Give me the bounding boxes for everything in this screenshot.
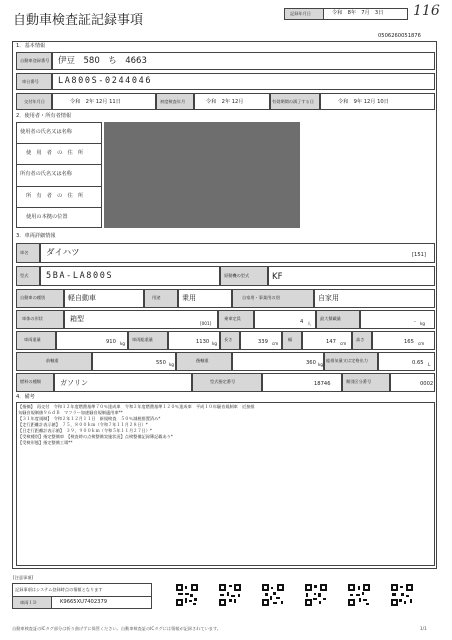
section4-title: 4．備考 [16, 394, 35, 400]
maker-code: [151] [412, 252, 426, 258]
owner-row-divider [16, 164, 102, 165]
use-label-cell [144, 289, 178, 308]
max-load-unit: kg [420, 321, 426, 326]
vehicle-type-label: 自動車の種別 [20, 295, 46, 300]
body-field [64, 310, 218, 329]
qr-code-icon [176, 584, 198, 606]
use-label: 用途 [152, 295, 161, 300]
capacity-label: 乗車定員 [224, 316, 241, 321]
page-number: 1/1 [420, 626, 427, 631]
body-shape: 箱型 [70, 315, 84, 323]
engine-field [268, 266, 435, 286]
category-number: 0002 [420, 381, 434, 387]
remark-line: 【日走行距離計表示値】 ３９，９００ｋｍ（令和５年１１月２７日）* [18, 428, 153, 433]
issue-date: 令和 2年 12月 11日 [70, 99, 121, 105]
vehicle-id-label: 車両ＩＤ [20, 600, 37, 605]
record-date-label: 記録年月日 [290, 11, 311, 16]
record-date: 令和 8年 7月 3日 [332, 10, 384, 16]
remark-line: 【受検形態】指定整備工場** [18, 440, 73, 445]
handwritten-note: 116 [413, 3, 440, 19]
private-label: 自家用・事業用の別 [242, 295, 280, 300]
category-label: 類別区分番号 [346, 379, 372, 384]
private-use: 自家用 [318, 294, 339, 302]
model-label: 型式 [20, 273, 29, 278]
length-unit: cm [272, 341, 279, 346]
qr-code-icon [391, 584, 413, 606]
engine-label: 原動機の型式 [224, 273, 250, 278]
length: 339 [258, 339, 268, 345]
type-designation: 18746 [314, 381, 331, 387]
owner-row-divider [16, 143, 102, 144]
qr-code-icon [348, 584, 370, 606]
type-designation-label: 型式指定番号 [210, 379, 236, 384]
section1-title: 1．基本情報 [16, 43, 46, 49]
weight-field [56, 331, 128, 350]
owner-row-divider [16, 186, 102, 187]
notes-text: 記録事項はシステム登録時点の情報となります [15, 587, 103, 592]
rear-axle: 360 [306, 360, 316, 366]
remark-line: 気騒音規制値９６ｄＢ マフラー加速騒音規制適用車** [18, 410, 123, 415]
maker: ダイハツ [46, 248, 80, 258]
weight: 910 [106, 339, 116, 345]
length-label: 長さ [224, 337, 233, 342]
section2-title: 2．使用者・所有者情報 [16, 113, 72, 119]
base-location-label: 使用の本拠の位置 [26, 214, 68, 220]
height-label: 高さ [356, 337, 365, 342]
use: 乗用 [182, 294, 196, 302]
height-unit: cm [418, 341, 425, 346]
weight-unit: kg [120, 341, 126, 346]
weight-label: 車両重量 [24, 337, 41, 342]
remark-line: 【走行距離計表示値】 ７５，８００ｋｍ（令和７年１１月２８日）* [18, 422, 148, 427]
displacement: 0.65 [412, 360, 424, 366]
doc-number: 0506260051876 [378, 33, 421, 39]
gross-weight: 1130 [196, 339, 210, 345]
displacement-label: 総排気量又は定格出力 [326, 358, 368, 363]
remark-line: 【指摘】 再交付 令和１２年度燃費基準７０％達成車 令和２年度燃費基準１２０％達成車 平成１０年騒音規制車 近接排 [18, 404, 255, 409]
qr-code-icon [219, 584, 241, 606]
maker-label: 車名 [20, 250, 29, 255]
reg-number-label: 自動車登録番号 [20, 58, 50, 63]
notes-label: [注意事項] [13, 575, 34, 580]
fuel-label: 燃料の種類 [20, 379, 41, 384]
qr-code-icon [305, 584, 327, 606]
user-address-label: 使 用 者 の 住 所 [26, 150, 84, 156]
redacted-owner-info [104, 122, 300, 228]
front-axle-unit: kg [169, 362, 175, 367]
vehicle-width: 147 [326, 339, 336, 345]
bottom-notice: 自動車検査証のICタグ部分は折り曲げずに保管ください。自動車検査証のICタグには情報が記録されています。 [12, 626, 221, 631]
vehicle-height: 165 [404, 339, 414, 345]
vehicle-id: K9665XU7402379 [60, 599, 108, 605]
capacity-unit: 人 [307, 321, 312, 326]
rear-axle-unit: kg [318, 362, 324, 367]
body-code: [001] [200, 321, 212, 326]
width-unit: cm [340, 341, 347, 346]
owner-row-divider [16, 207, 102, 208]
issue-date-label: 交付年月日 [24, 99, 45, 104]
chassis-label: 車台番号 [22, 79, 39, 84]
body-label: 車体の形状 [22, 316, 43, 321]
front-axle: 550 [156, 360, 166, 366]
vehicle-type: 軽自動車 [68, 294, 96, 302]
expiry-label: 有効期間の満了する日 [272, 99, 314, 104]
capacity: 4 [300, 319, 304, 325]
chassis-number: LA800S-0244046 [58, 76, 153, 86]
model: 5BA-LA800S [46, 271, 114, 281]
section3-title: 3．車両詳細情報 [16, 233, 56, 239]
width-label: 幅 [288, 337, 293, 342]
remark-line: 【３１年度規制】 令和２年１２月１１日 新規検査 ５０％減税措置済み* [18, 416, 161, 421]
gross-label: 車両総重量 [132, 337, 153, 342]
displacement-field [378, 352, 435, 371]
document-title: 自動車検査証記録事項 [13, 13, 144, 28]
expiry-date: 令和 9年 12月 10日 [338, 99, 389, 105]
engine: KF [272, 272, 283, 282]
first-reg-label: 初度検査年月 [160, 99, 186, 104]
rear-axle-label: 後軸重 [196, 358, 209, 363]
qr-code-icon [262, 584, 284, 606]
front-axle-label: 前軸重 [46, 358, 59, 363]
maker-field [40, 243, 435, 263]
max-load: - [414, 319, 416, 325]
reg-number: 伊豆 580 ち 4663 [58, 56, 147, 66]
user-name-label: 使用者の氏名又は名称 [20, 129, 72, 135]
gross-unit: kg [212, 341, 218, 346]
first-reg: 令和 2年 12月 [206, 99, 244, 105]
owner-address-label: 所 有 者 の 住 所 [26, 193, 84, 199]
displacement-unit: L [428, 362, 431, 367]
fuel: ガソリン [60, 379, 88, 387]
owner-name-label: 所有者の氏名又は名称 [20, 171, 72, 177]
max-load-label: 最大積載量 [320, 316, 341, 321]
remark-line: 【受検種別】指定整備車 【検査時の点検整備実施状況】点検整備記録簿記載あり* [18, 434, 173, 439]
